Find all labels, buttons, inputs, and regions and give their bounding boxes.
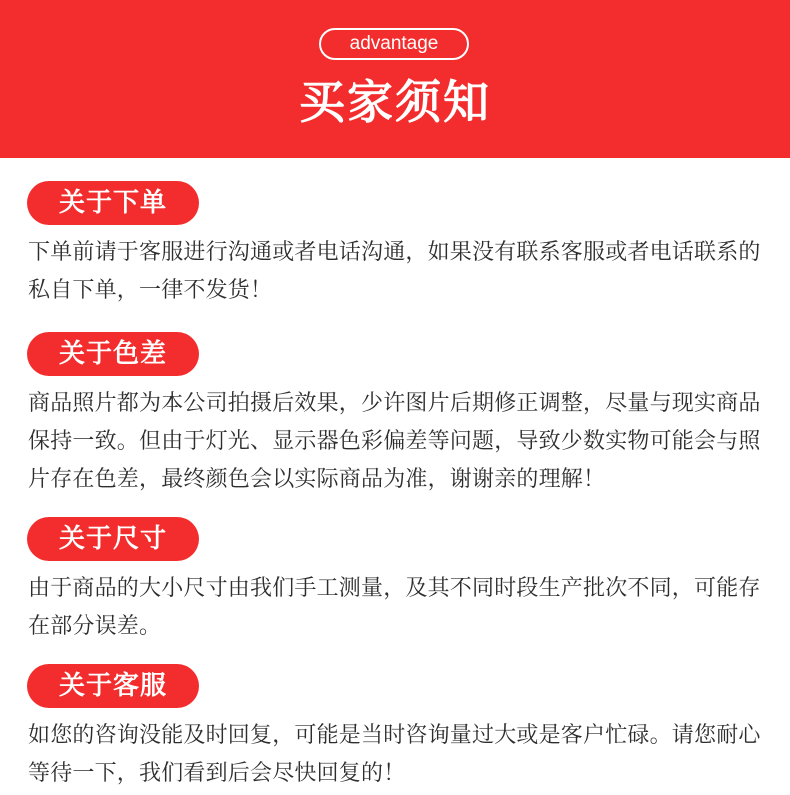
section-body-text: 下单前请于客服进行沟通或者电话沟通，如果没有联系客服或者电话联系的私自下单，一律不发货！ [28, 240, 761, 303]
section-body-text: 如您的咨询没能及时回复，可能是当时咨询量过大或是客户忙碌。请您耐心等待一下，我们看到后会尽快回复的！ [28, 723, 761, 786]
header-banner [0, 0, 790, 158]
section-title-badge: 关于色差 [27, 332, 199, 376]
section-body-text: 商品照片都为本公司拍摄后效果，少许图片后期修正调整，尽量与现实商品保持一致。但由于灯光、显示器色彩偏差等问题，导致少数实物可能会与照片存在色差，最终颜色会以实际商品为准，谢谢亲的理解！ [28, 391, 761, 492]
section-title-badge: 关于下单 [27, 181, 199, 225]
section-title-badge: 关于尺寸 [27, 517, 199, 561]
page-title: 买家须知 [299, 75, 491, 129]
section-title-badge: 关于客服 [27, 664, 199, 708]
section-body-text: 由于商品的大小尺寸由我们手工测量，及其不同时段生产批次不同，可能存在部分误差。 [28, 576, 761, 639]
advantage-pill: advantage [319, 28, 469, 60]
